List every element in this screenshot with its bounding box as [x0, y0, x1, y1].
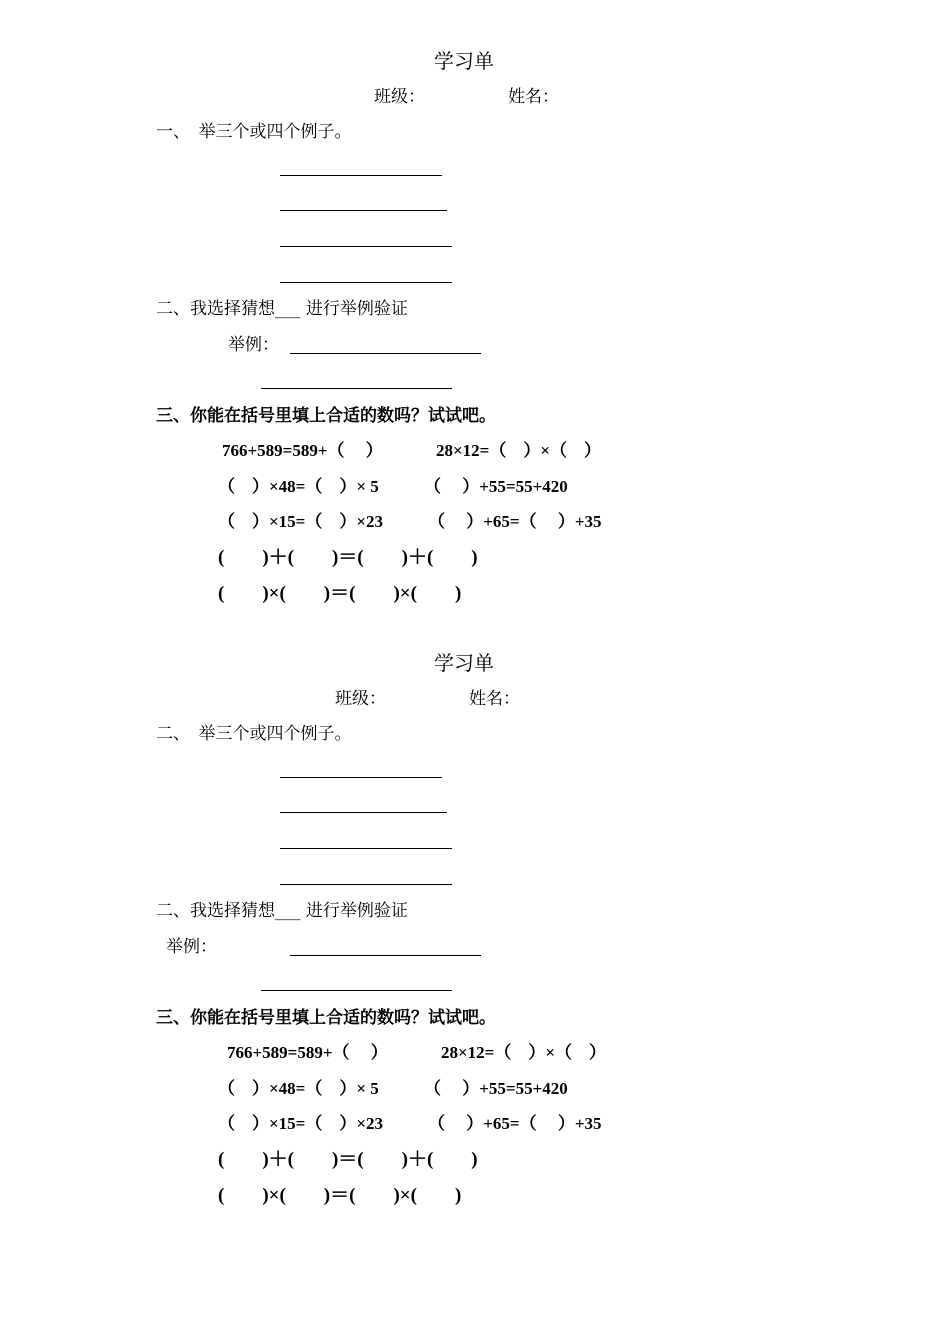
worksheet-title: 学习单 [434, 651, 494, 675]
equation: ( )×( )＝( )×( ) [218, 583, 462, 604]
answer-line[interactable] [280, 175, 442, 176]
equation: ( )＋( )＝( )＋( ) [218, 547, 478, 568]
example-label: 举例： [228, 335, 279, 355]
example-answer-line[interactable] [261, 388, 452, 389]
equation: 28×12=（ ）×（ ） [436, 441, 602, 460]
class-label: 班级： [335, 689, 386, 709]
example-answer-line[interactable] [290, 353, 481, 354]
worksheet-title: 学习单 [434, 49, 494, 73]
question-2: 二、我选择猜想___ 进行举例验证 [156, 901, 408, 921]
equation: 766+589=589+（ ） [222, 441, 383, 460]
answer-line[interactable] [280, 884, 452, 885]
equation: 766+589=589+（ ） [227, 1043, 388, 1062]
equation: ( )＋( )＝( )＋( ) [218, 1149, 478, 1170]
equation: （ ）×15=（ ）×23 [218, 1114, 384, 1133]
equation: （ ）+55=55+420 [424, 477, 568, 496]
answer-line[interactable] [280, 282, 452, 283]
answer-line[interactable] [280, 848, 452, 849]
question-3: 三、你能在括号里填上合适的数吗？试试吧。 [156, 1008, 496, 1027]
equation: ( )×( )＝( )×( ) [218, 1185, 462, 1206]
answer-line[interactable] [280, 210, 447, 211]
answer-line[interactable] [280, 246, 452, 247]
equation: （ ）+65=（ ）+35 [428, 512, 602, 531]
name-label: 姓名： [469, 689, 520, 709]
question-1: 一、 举三个或四个例子。 [156, 122, 352, 142]
answer-line[interactable] [280, 812, 447, 813]
example-label: 举例： [166, 937, 217, 957]
equation: （ ）+55=55+420 [424, 1079, 568, 1098]
equation: 28×12=（ ）×（ ） [441, 1043, 607, 1062]
equation: （ ）×15=（ ）×23 [218, 512, 384, 531]
name-label: 姓名： [508, 87, 559, 107]
equation: （ ）×48=（ ）× 5 [218, 477, 379, 496]
question-1: 二、 举三个或四个例子。 [156, 724, 352, 744]
question-2: 二、我选择猜想___ 进行举例验证 [156, 299, 408, 319]
example-answer-line[interactable] [290, 955, 481, 956]
class-label: 班级： [374, 87, 425, 107]
question-3: 三、你能在括号里填上合适的数吗？试试吧。 [156, 406, 496, 425]
answer-line[interactable] [280, 777, 442, 778]
example-answer-line[interactable] [261, 990, 452, 991]
equation: （ ）+65=（ ）+35 [428, 1114, 602, 1133]
equation: （ ）×48=（ ）× 5 [218, 1079, 379, 1098]
